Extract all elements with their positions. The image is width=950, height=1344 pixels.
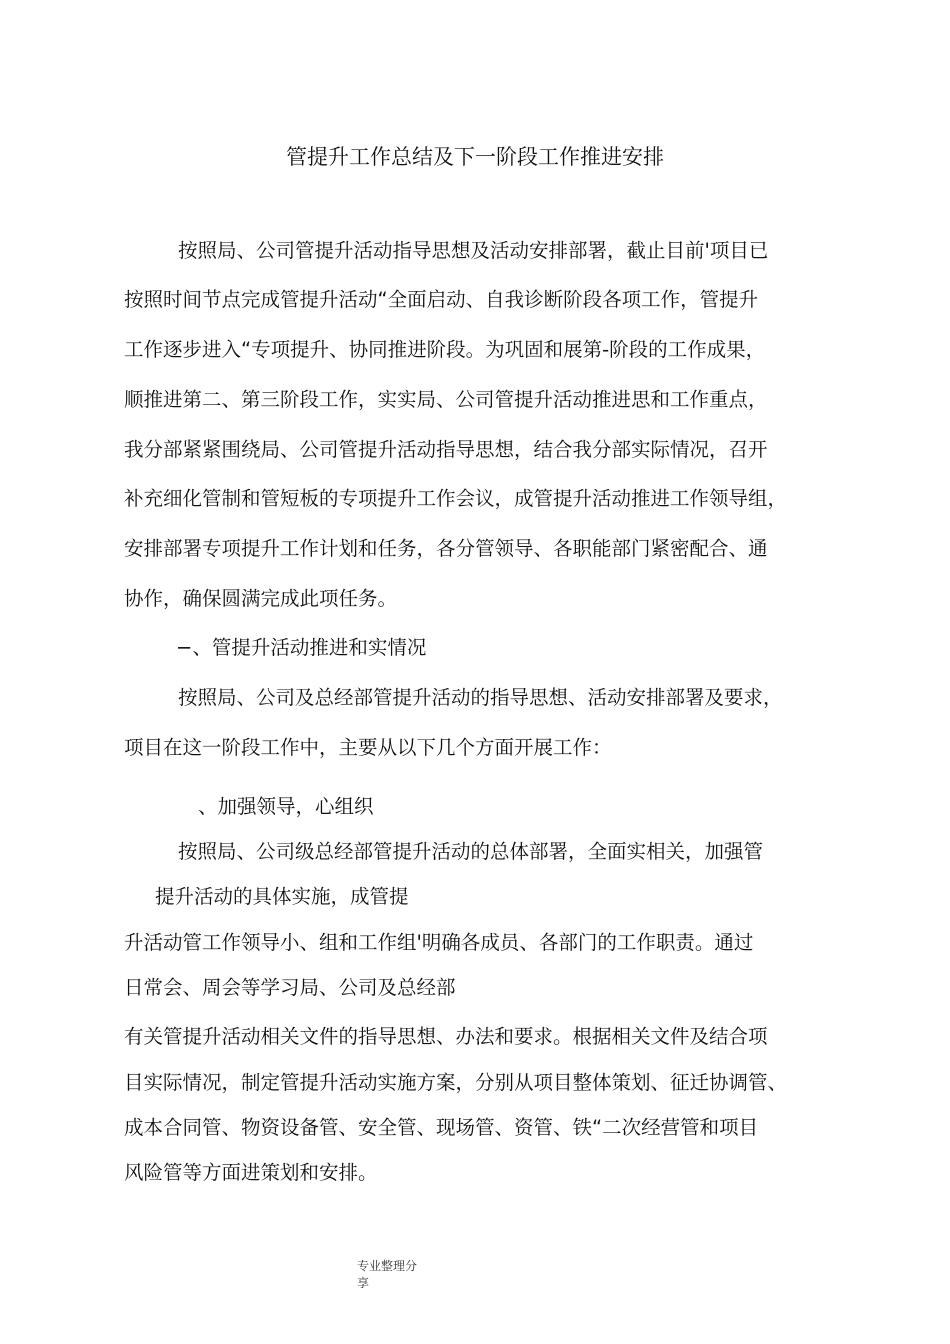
paragraph-line: 工作逐步进入“专项提升、协同推进阶段。为巩固和展第-阶段的工作成果， xyxy=(124,338,766,361)
paragraph-line: 按照局、公司管提升活动指导思想及活动安排部署，截止目前'项目已 xyxy=(178,239,769,262)
paragraph-line: 项目在这一阶段工作中，主要从以下几个方面开展工作： xyxy=(124,736,612,759)
paragraph-line: 按照局、公司及总经部管提升活动的指导思想、活动安排部署及要求， xyxy=(178,686,783,709)
subsection-heading: 、加强领导，心组织 xyxy=(198,795,374,818)
section-heading: −、管提升活动推进和实情况 xyxy=(176,636,427,659)
paragraph-line: 协作，确保圆满完成此项任务。 xyxy=(124,587,398,610)
paragraph-line: 日常会、周会等学习局、公司及总经部 xyxy=(124,976,456,999)
footer-text: 专业整理分 xyxy=(357,1259,418,1273)
paragraph-line: 按照时间节点完成管提升活动“全面启动、自我诊断阶段各项工作，管提升 xyxy=(124,288,759,311)
paragraph-line: 目实际情况，制定管提升活动实施方案，分别从项目整体策划、征迁协调管、 xyxy=(124,1071,788,1094)
paragraph-line: 有关管提升活动相关文件的指导思想、办法和要求。根据相关文件及结合项 xyxy=(124,1025,768,1048)
paragraph-line: 我分部紧紧围绕局、公司管提升活动指导思想，结合我分部实际情况，召开 xyxy=(124,438,768,461)
paragraph-line: 风险管等方面进策划和安排。 xyxy=(124,1161,378,1184)
document-title: 管提升工作总结及下一阶段工作推进安排 xyxy=(286,145,664,169)
paragraph-line: 提升活动的具体实施，成管提 xyxy=(155,885,409,908)
paragraph-line: 成本合同管、物资设备管、安全管、现场管、资管、铁“二次经营管和项目 xyxy=(124,1116,759,1139)
footer-text: 享 xyxy=(357,1276,370,1290)
paragraph-line: 按照局、公司级总经部管提升活动的总体部署，全面实相关，加强管 xyxy=(178,840,764,863)
paragraph-line: 升活动管工作领导小、组和工作组'明确各成员、各部门的工作职责。通过 xyxy=(124,931,754,954)
paragraph-line: 顺推进第二、第三阶段工作，实实局、公司管提升活动推进思和工作重点， xyxy=(124,388,768,411)
paragraph-line: 补充细化管制和管短板的专项提升工作会议，成管提升活动推进工作领导组， xyxy=(124,487,788,510)
paragraph-line: 安排部署专项提升工作计划和任务，各分管领导、各职能部门紧密配合、通 xyxy=(124,537,768,560)
